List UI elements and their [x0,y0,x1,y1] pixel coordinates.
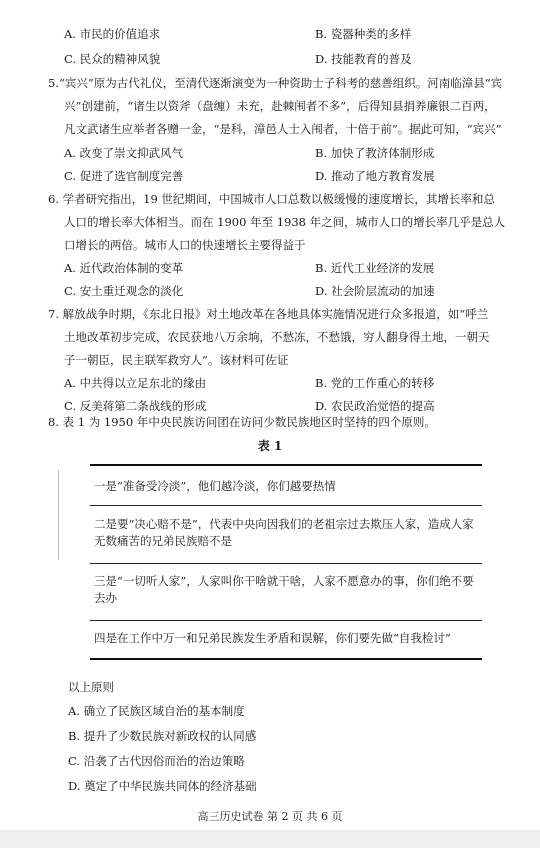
q6-stem-line-3: 口增长的两倍。城市人口的快速增长主要得益于 [64,238,306,252]
q8-option-b[interactable]: B. 提升了少数民族对新政权的认同感 [68,729,257,743]
q8-stem: 8. 表 1 为 1950 年中央民族访问团在访问少数民族地区时坚持的四个原则。 [48,415,436,429]
scan-bottom-edge [0,830,540,848]
q6-option-b[interactable]: B. 近代工业经济的发展 [315,261,435,275]
q6-stem-line-2: 人口的增长率大体相当。而在 1900 年至 1938 年之间，城市人口的增长率几乎是总人 [64,215,506,229]
table-bottom-rule [90,658,482,660]
q8-option-d[interactable]: D. 奠定了中华民族共同体的经济基础 [68,779,257,793]
table-row-4: 四是在工作中万一和兄弟民族发生矛盾和误解，你们要先做“自我检讨” [94,631,451,645]
q7-option-d[interactable]: D. 农民政治觉悟的提高 [315,399,435,413]
q4-option-b[interactable]: B. 瓷器种类的多样 [315,27,412,41]
q7-option-b[interactable]: B. 党的工作重心的转移 [315,376,435,390]
table-row-divider [90,620,482,621]
q5-option-b[interactable]: B. 加快了教济体制形成 [315,146,435,160]
q7-stem-line-3: 子一朝臣，民主联军救穷人”。该材料可佐证 [64,353,289,367]
q7-option-c[interactable]: C. 反美蒋第二条战线的形成 [64,399,207,413]
q5-option-a[interactable]: A. 改变了崇文抑武风气 [64,146,184,160]
q8-option-a[interactable]: A. 确立了民族区域自治的基本制度 [68,704,245,718]
table-top-rule [90,464,482,466]
q7-stem-line-2: 土地改革初步完成，农民获地八万余垧，不愁冻，不愁饿，穷人翻身得土地，一朝天 [64,330,490,344]
q8-prompt: 以上原则 [68,680,114,694]
q4-option-d[interactable]: D. 技能教育的普及 [315,52,412,66]
table-row-2: 二是要“决心赔不是”，代表中央向因我们的老祖宗过去欺压人家，造成人家无数痛苦的兄弟民族赔不是 [94,517,474,548]
table-title: 表 1 [257,439,283,453]
scan-margin-mark [58,470,59,560]
q6-stem-line-1: 6. 学者研究指出，19 世纪期间，中国城市人口总数以极缓慢的速度增长，其增长率和总 [48,192,495,206]
table-row-1: 一是“准备受冷淡”，他们越冷淡，你们越要热情 [94,479,336,493]
q5-option-d[interactable]: D. 推动了地方教育发展 [315,169,435,183]
q5-stem-line-1: 5.“宾兴”原为古代礼仪，至清代逐渐演变为一种资助士子科考的慈善组织。河南临漳县“宾 [48,76,503,90]
table-row-divider [90,563,482,564]
q5-option-c[interactable]: C. 促进了选官制度完善 [64,169,184,183]
q7-stem-line-1: 7. 解放战争时期，《东北日报》对土地改革在各地具体实施情况进行众多报道，如“呼兰 [48,307,489,321]
q6-option-d[interactable]: D. 社会阶层流动的加速 [315,284,435,298]
q5-stem-line-3: 凡文武诸生应举者各赠一金，“是科，漳邑人士入闱者，十倍于前”。据此可知，“宾兴” [64,122,502,136]
q5-stem-line-2: 兴”创建前，“诸生以资斧（盘缠）未充，赴棘闱者不多”，后得知县捐养廉银二百两， [64,99,496,113]
table-row-3: 三是“一切听人家”，人家叫你干啥就干啥，人家不愿意办的事，你们绝不要去办 [94,574,474,605]
q8-option-c[interactable]: C. 沿袭了古代因俗而治的治边策略 [68,754,245,768]
q6-option-a[interactable]: A. 近代政治体制的变革 [64,261,184,275]
q4-option-a[interactable]: A. 市民的价值追求 [64,27,161,41]
page-footer: 高三历史试卷 第 2 页 共 6 页 [197,810,343,823]
q6-option-c[interactable]: C. 安土重迁观念的淡化 [64,284,184,298]
table-row-divider [90,505,482,506]
q7-option-a[interactable]: A. 中共得以立足东北的缘由 [64,376,207,390]
q4-option-c[interactable]: C. 民众的精神风貌 [64,52,161,66]
